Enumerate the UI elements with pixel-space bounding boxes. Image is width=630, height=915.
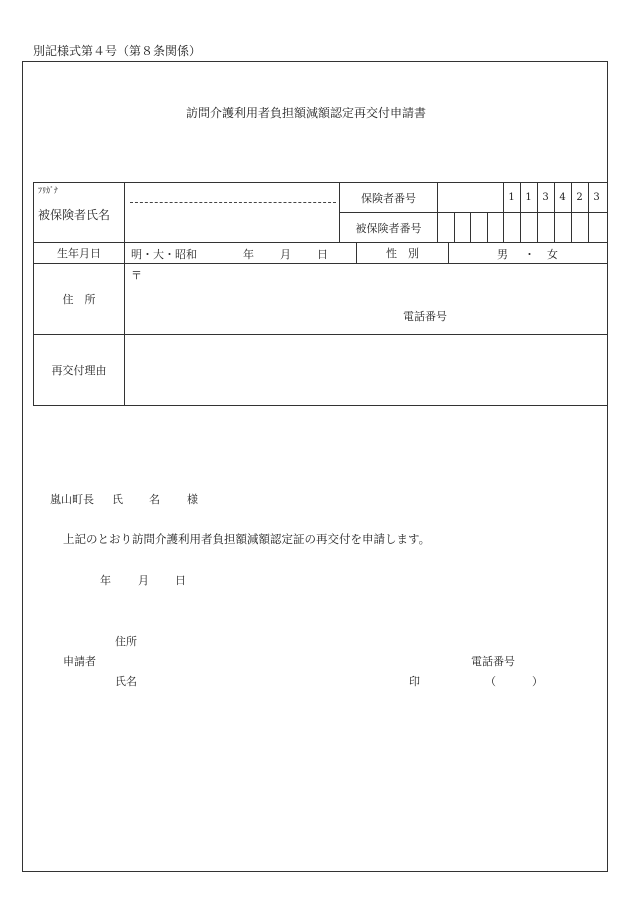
furigana-field[interactable] (130, 184, 336, 201)
birth-day-label: 日 (317, 248, 328, 261)
applicant-phone-label: 電話番号 (471, 655, 515, 668)
request-statement: 上記のとおり訪問介護利用者負担額減額認定証の再交付を申請します。 (63, 532, 431, 546)
phone-number-label: 電話番号 (403, 310, 447, 323)
phone-open-paren: （ (485, 675, 496, 688)
phone-close-paren: ） (532, 675, 543, 688)
sex-separator: ・ (524, 248, 535, 261)
sex-label: 性 別 (386, 247, 419, 260)
seal-mark: 印 (409, 675, 420, 688)
furigana-divider (130, 202, 336, 203)
address-field[interactable] (140, 282, 600, 302)
applicant-label: 申請者 (63, 655, 96, 668)
insured-number-field[interactable] (438, 213, 608, 242)
addressee-name-char-1: 氏 (112, 493, 123, 506)
postal-mark: 〒 (131, 269, 142, 282)
form-title: 訪問介護利用者負担額減額認定再交付申請書 (186, 106, 427, 120)
birthdate-label: 生年月日 (57, 247, 101, 260)
addressee-honorific: 様 (187, 493, 198, 506)
insurer-digit-5: 2 (576, 192, 583, 203)
era-options[interactable]: 明・大・昭和 (131, 248, 197, 261)
date-day-label: 日 (175, 574, 186, 587)
insured-name-label: 被保険者氏名 (38, 208, 111, 222)
furigana-label: ﾌﾘｶﾞﾅ (38, 186, 58, 195)
insurer-digit-2: 1 (525, 192, 532, 203)
addressee-name-char-2: 名 (149, 493, 160, 506)
sex-male-option[interactable]: 男 (497, 248, 508, 261)
date-month-label: 月 (138, 574, 149, 587)
insurer-digit-1: 1 (508, 192, 515, 203)
insurer-digit-6: 3 (593, 192, 600, 203)
birth-year-label: 年 (243, 248, 254, 261)
birth-month-label: 月 (280, 248, 291, 261)
insurer-number-label: 保険者番号 (361, 191, 416, 205)
insured-number-label: 被保険者番号 (355, 221, 422, 235)
addressee-title: 嵐山町長 (50, 493, 94, 506)
form-number-label: 別記様式第４号（第８条関係） (33, 44, 202, 58)
sex-female-option[interactable]: 女 (547, 248, 558, 261)
insurer-digit-3: 3 (542, 192, 549, 203)
date-year-label: 年 (100, 574, 111, 587)
reissue-reason-label: 再交付理由 (51, 364, 107, 377)
reissue-reason-field[interactable] (126, 336, 606, 404)
applicant-name-label: 氏名 (115, 675, 137, 688)
insured-name-field[interactable] (130, 205, 336, 241)
insurer-digit-4: 4 (559, 192, 566, 203)
applicant-address-label: 住所 (115, 635, 137, 648)
address-label: 住 所 (62, 293, 96, 306)
